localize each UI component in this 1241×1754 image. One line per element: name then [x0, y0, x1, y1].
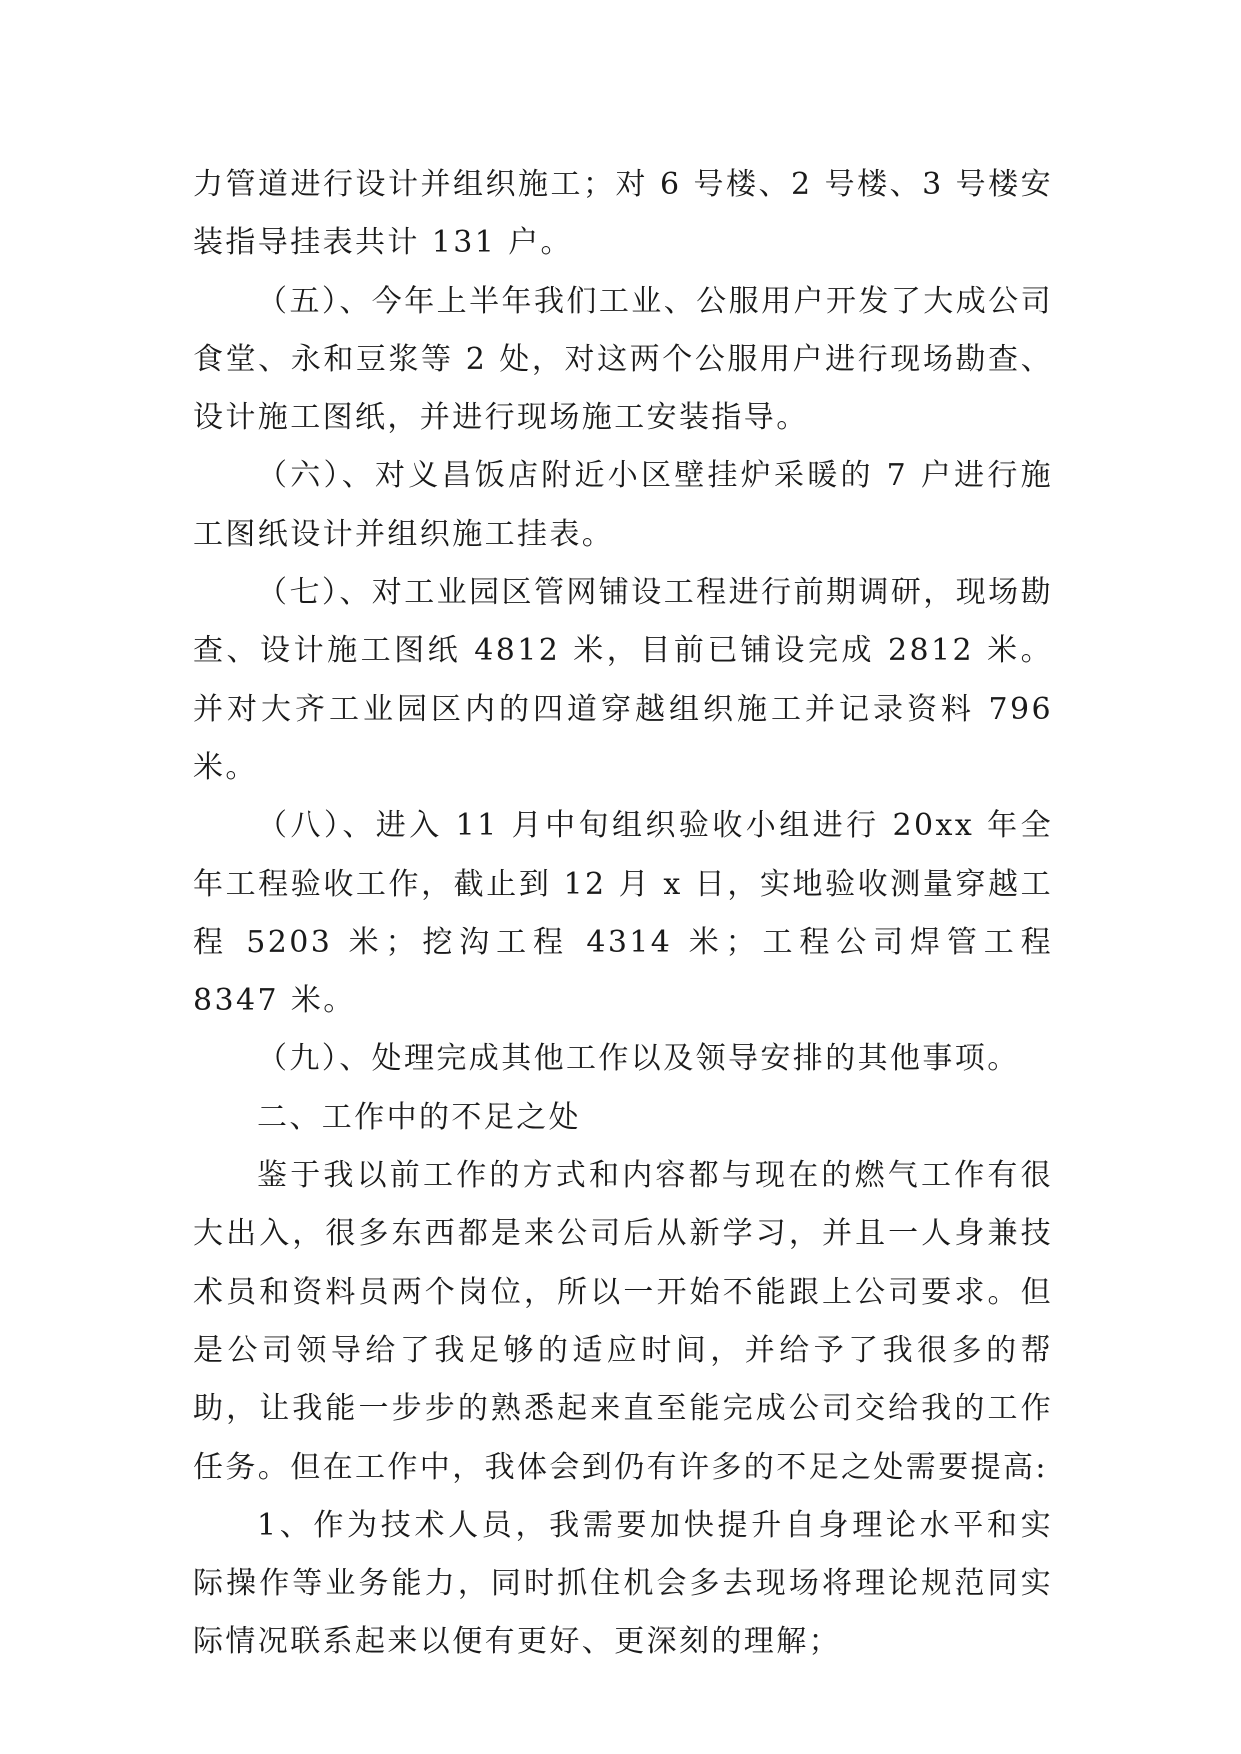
paragraph-item-five: （五）、今年上半年我们工业、公服用户开发了大成公司食堂、永和豆浆等 2 处，对这两个公服用户进行现场勘查、设计施工图纸，并进行现场施工安装指导。 [193, 283, 1053, 436]
paragraph-item-eight: （八）、进入 11 月中旬组织验收小组进行 20xx 年全年工程验收工作，截止到 12 月 x 日，实地验收测量穿越工程 5203 米；挖沟工程 4314 米；工程公司焊管工程 8347 米。 [193, 808, 1053, 1019]
paragraph-continuation: 力管道进行设计并组织施工；对 6 号楼、2 号楼、3 号楼安装指导挂表共计 131 户。 [193, 167, 1053, 261]
paragraph-item-seven: （七）、对工业园区管网铺设工程进行前期调研，现场勘查、设计施工图纸 4812 米，目前已铺设完成 2812 米。并对大齐工业园区内的四道穿越组织施工并记录资料 796 米。 [193, 575, 1053, 785]
document-body [193, 156, 1053, 1672]
paragraph-item-nine: （九）、处理完成其他工作以及领导安排的其他事项。 [257, 1041, 1020, 1077]
paragraph-item-six: （六）、对义昌饭店附近小区壁挂炉采暖的 7 户进行施工图纸设计并组织施工挂表。 [193, 458, 1053, 552]
paragraph-point-one: 1、作为技术人员，我需要加快提升自身理论水平和实际操作等业务能力，同时抓住机会多去现场将理论规范同实际情况联系起来以便有更好、更深刻的理解； [193, 1507, 1053, 1660]
section-heading-shortcomings: 二、工作中的不足之处 [257, 1099, 581, 1135]
paragraph-shortcomings: 鉴于我以前工作的方式和内容都与现在的燃气工作有很大出入，很多东西都是来公司后从新学习，并且一人身兼技术员和资料员两个岗位，所以一开始不能跟上公司要求。但是公司领导给了我足够的适应时间，并给予了我很多的帮助，让我能一步步的熟悉起来直至能完成公司交给我的工作任务。但在工作中，我体会到仍有许多的不足之处需要提高: [193, 1158, 1053, 1485]
